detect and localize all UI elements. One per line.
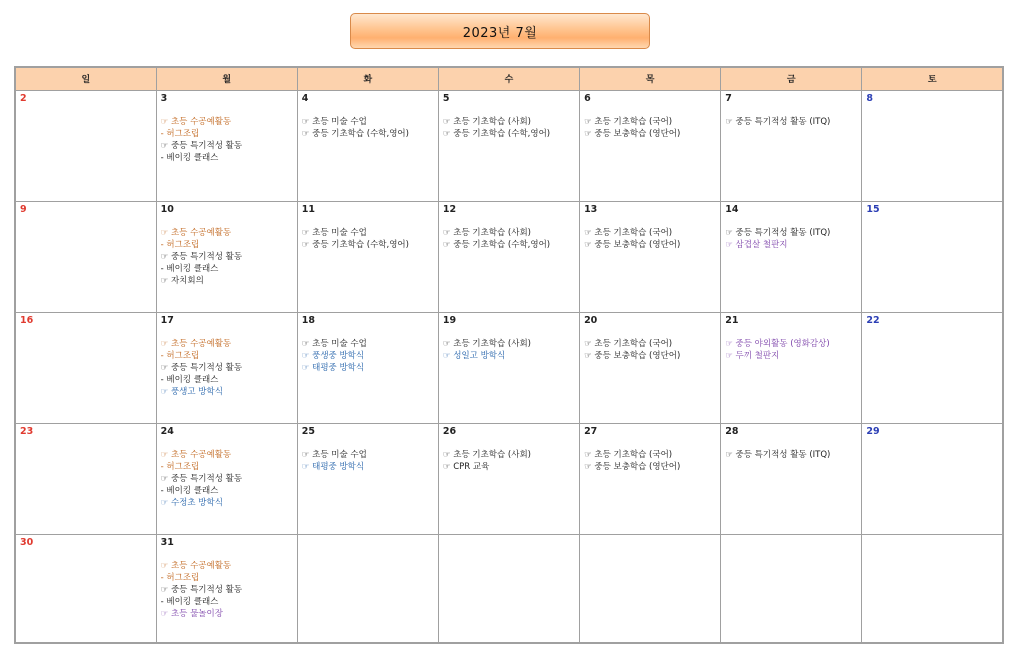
event-item: ☞ 태평중 방학식 (301, 461, 365, 472)
day-cell[interactable] (721, 90, 862, 201)
day-number: 2 (20, 92, 27, 104)
event-item: ☞ 중등 보충학습 (영단어) (584, 128, 681, 139)
weekday-sun: 일 (15, 67, 156, 90)
day-number: 3 (160, 92, 168, 104)
event-item: ☞ 중등 특기적성 활동 (160, 584, 243, 595)
day-number: 31 (160, 536, 174, 548)
day-cell[interactable] (862, 90, 1003, 201)
event-list (443, 449, 575, 473)
day-cell[interactable] (862, 534, 1003, 643)
event-item: ☞ 삼겹살 철판지 (725, 239, 788, 250)
day-number: 22 (866, 314, 880, 326)
event-item: ☞ 초등 미술 수업 (301, 338, 367, 349)
day-cell[interactable] (580, 90, 721, 201)
weekday-sat: 토 (862, 67, 1003, 90)
week-row (15, 90, 1003, 201)
event-item: - 베이킹 클래스 (160, 152, 219, 163)
event-item: ☞ 풍생고 방학식 (160, 386, 223, 397)
event-list (443, 227, 575, 251)
day-cell[interactable] (156, 90, 297, 201)
day-number: 28 (725, 425, 739, 437)
event-item: ☞ 중등 기초학습 (수학,영어) (301, 239, 409, 250)
event-item: ☞ 초등 미술 수업 (301, 116, 367, 127)
day-cell[interactable] (15, 312, 156, 423)
day-cell[interactable] (721, 534, 862, 643)
event-item: ☞ 중등 보충학습 (영단어) (584, 239, 681, 250)
event-list (302, 116, 434, 140)
day-number: 25 (301, 425, 316, 437)
event-item: ☞ 초등 수공예활동 (160, 560, 232, 571)
event-list (443, 338, 575, 362)
event-item: - 베이킹 클래스 (160, 374, 219, 385)
day-cell[interactable] (297, 201, 438, 312)
day-cell[interactable] (862, 201, 1003, 312)
event-item: ☞ 중등 특기적성 활동 (ITQ) (725, 116, 831, 127)
event-item: ☞ 초등 수공예활동 (160, 449, 232, 460)
day-number: 10 (160, 203, 174, 215)
day-number: 14 (725, 203, 739, 215)
day-cell[interactable] (15, 534, 156, 643)
event-item: ☞ 중등 기초학습 (수학,영어) (442, 128, 551, 139)
event-list (725, 338, 857, 362)
event-list (584, 227, 716, 251)
day-number: 13 (584, 203, 598, 215)
event-item: ☞ 초등 물놀이장 (160, 608, 223, 619)
day-number: 15 (866, 203, 880, 215)
day-number: 8 (866, 92, 873, 104)
day-number: 27 (584, 425, 598, 437)
event-list (725, 116, 857, 128)
day-cell[interactable] (721, 201, 862, 312)
day-number: 23 (20, 425, 34, 437)
day-cell[interactable] (580, 201, 721, 312)
day-number: 20 (584, 314, 598, 326)
day-cell[interactable] (156, 312, 297, 423)
day-cell[interactable] (15, 201, 156, 312)
event-item: ☞ 초등 기초학습 (국어) (584, 449, 673, 460)
day-cell[interactable] (721, 312, 862, 423)
week-row (15, 534, 1003, 643)
day-number: 18 (301, 314, 316, 326)
day-cell[interactable] (15, 90, 156, 201)
event-list (161, 449, 293, 509)
event-item: - 허그조립 (160, 461, 200, 472)
day-cell[interactable] (438, 423, 579, 534)
event-item: ☞ 초등 수공예활동 (160, 227, 232, 238)
event-list (161, 116, 293, 164)
event-list (725, 449, 857, 461)
weekday-fri: 금 (721, 67, 862, 90)
event-item: ☞ 중등 보충학습 (영단어) (584, 350, 681, 361)
event-item: ☞ 초등 기초학습 (국어) (584, 116, 673, 127)
day-number: 6 (584, 92, 591, 104)
day-number: 26 (442, 425, 457, 437)
event-item: ☞ 초등 기초학습 (사회) (442, 116, 531, 127)
event-item: - 베이킹 클래스 (160, 263, 219, 274)
event-item: ☞ 초등 기초학습 (사회) (442, 449, 531, 460)
day-number: 11 (301, 203, 316, 215)
event-item: ☞ 중등 특기적성 활동 (ITQ) (725, 227, 831, 238)
weekday-thu: 목 (580, 67, 721, 90)
event-item: - 허그조립 (160, 572, 200, 583)
event-item: - 베이킹 클래스 (160, 485, 219, 496)
week-row (15, 201, 1003, 312)
event-item: ☞ 초등 기초학습 (국어) (584, 227, 673, 238)
event-list (725, 227, 857, 251)
day-cell[interactable] (297, 423, 438, 534)
event-item: ☞ 초등 미술 수업 (301, 449, 367, 460)
day-cell[interactable] (580, 534, 721, 643)
weekday-header-row (15, 67, 1003, 90)
event-item: - 허그조립 (160, 128, 200, 139)
event-item: ☞ CPR 교육 (442, 461, 490, 472)
day-cell[interactable] (580, 312, 721, 423)
event-item: ☞ 중등 특기적성 활동 (160, 140, 243, 151)
calendar-title: 2023년 7월 (350, 13, 650, 49)
event-list (584, 116, 716, 140)
day-number: 21 (725, 314, 739, 326)
event-item: - 허그조립 (160, 350, 200, 361)
event-item: ☞ 중등 특기적성 활동 (160, 251, 243, 262)
day-cell[interactable] (297, 312, 438, 423)
day-number: 9 (20, 203, 27, 215)
event-list (161, 560, 293, 620)
event-list (302, 449, 434, 473)
event-item: ☞ 중등 기초학습 (수학,영어) (442, 239, 551, 250)
event-item: ☞ 성일고 방학식 (442, 350, 506, 361)
event-item: ☞ 중등 특기적성 활동 (ITQ) (725, 449, 831, 460)
event-item: ☞ 초등 기초학습 (사회) (442, 338, 531, 349)
day-cell[interactable] (438, 90, 579, 201)
weekday-wed: 수 (438, 67, 579, 90)
event-list (302, 227, 434, 251)
day-number: 7 (725, 92, 732, 104)
event-item: ☞ 중등 특기적성 활동 (160, 362, 243, 373)
day-number: 16 (20, 314, 34, 326)
day-cell[interactable] (721, 423, 862, 534)
day-cell[interactable] (156, 423, 297, 534)
day-cell[interactable] (438, 534, 579, 643)
day-number: 30 (20, 536, 34, 548)
day-cell[interactable] (862, 312, 1003, 423)
event-item: ☞ 초등 수공예활동 (160, 116, 232, 127)
day-cell[interactable] (156, 201, 297, 312)
event-item: ☞ 초등 미술 수업 (301, 227, 367, 238)
event-list (584, 449, 716, 473)
event-item: ☞ 중등 특기적성 활동 (160, 473, 243, 484)
event-item: - 허그조립 (160, 239, 200, 250)
day-cell[interactable] (862, 423, 1003, 534)
event-item: ☞ 수정초 방학식 (160, 497, 223, 508)
event-item: ☞ 중등 야외활동 (영화감상) (725, 338, 830, 349)
week-row (15, 312, 1003, 423)
event-item: ☞ 중등 보충학습 (영단어) (584, 461, 681, 472)
day-cell[interactable] (438, 312, 579, 423)
weekday-tue: 화 (297, 67, 438, 90)
day-cell[interactable] (15, 423, 156, 534)
event-list (161, 227, 293, 287)
month-calendar (14, 66, 1004, 644)
event-list (443, 116, 575, 140)
event-item: ☞ 풍생중 방학식 (301, 350, 365, 361)
event-list (584, 338, 716, 362)
event-item: ☞ 자치회의 (160, 275, 204, 286)
day-number: 24 (160, 425, 174, 437)
event-item: ☞ 중등 기초학습 (수학,영어) (301, 128, 409, 139)
day-number: 29 (866, 425, 880, 437)
day-number: 5 (442, 92, 450, 104)
day-cell[interactable] (297, 534, 438, 643)
day-cell[interactable] (438, 201, 579, 312)
event-item: ☞ 두끼 철판지 (725, 350, 780, 361)
day-number: 19 (442, 314, 457, 326)
event-item: ☞ 초등 기초학습 (국어) (584, 338, 673, 349)
weekday-mon: 월 (156, 67, 297, 90)
day-cell[interactable] (580, 423, 721, 534)
day-cell[interactable] (297, 90, 438, 201)
event-list (161, 338, 293, 398)
day-number: 17 (160, 314, 174, 326)
event-item: ☞ 초등 수공예활동 (160, 338, 232, 349)
week-row (15, 423, 1003, 534)
event-item: ☞ 태평중 방학식 (301, 362, 365, 373)
day-number: 12 (442, 203, 457, 215)
day-number: 4 (301, 92, 309, 104)
event-list (302, 338, 434, 374)
event-item: ☞ 초등 기초학습 (사회) (442, 227, 531, 238)
day-cell[interactable] (156, 534, 297, 643)
event-item: - 베이킹 클래스 (160, 596, 219, 607)
